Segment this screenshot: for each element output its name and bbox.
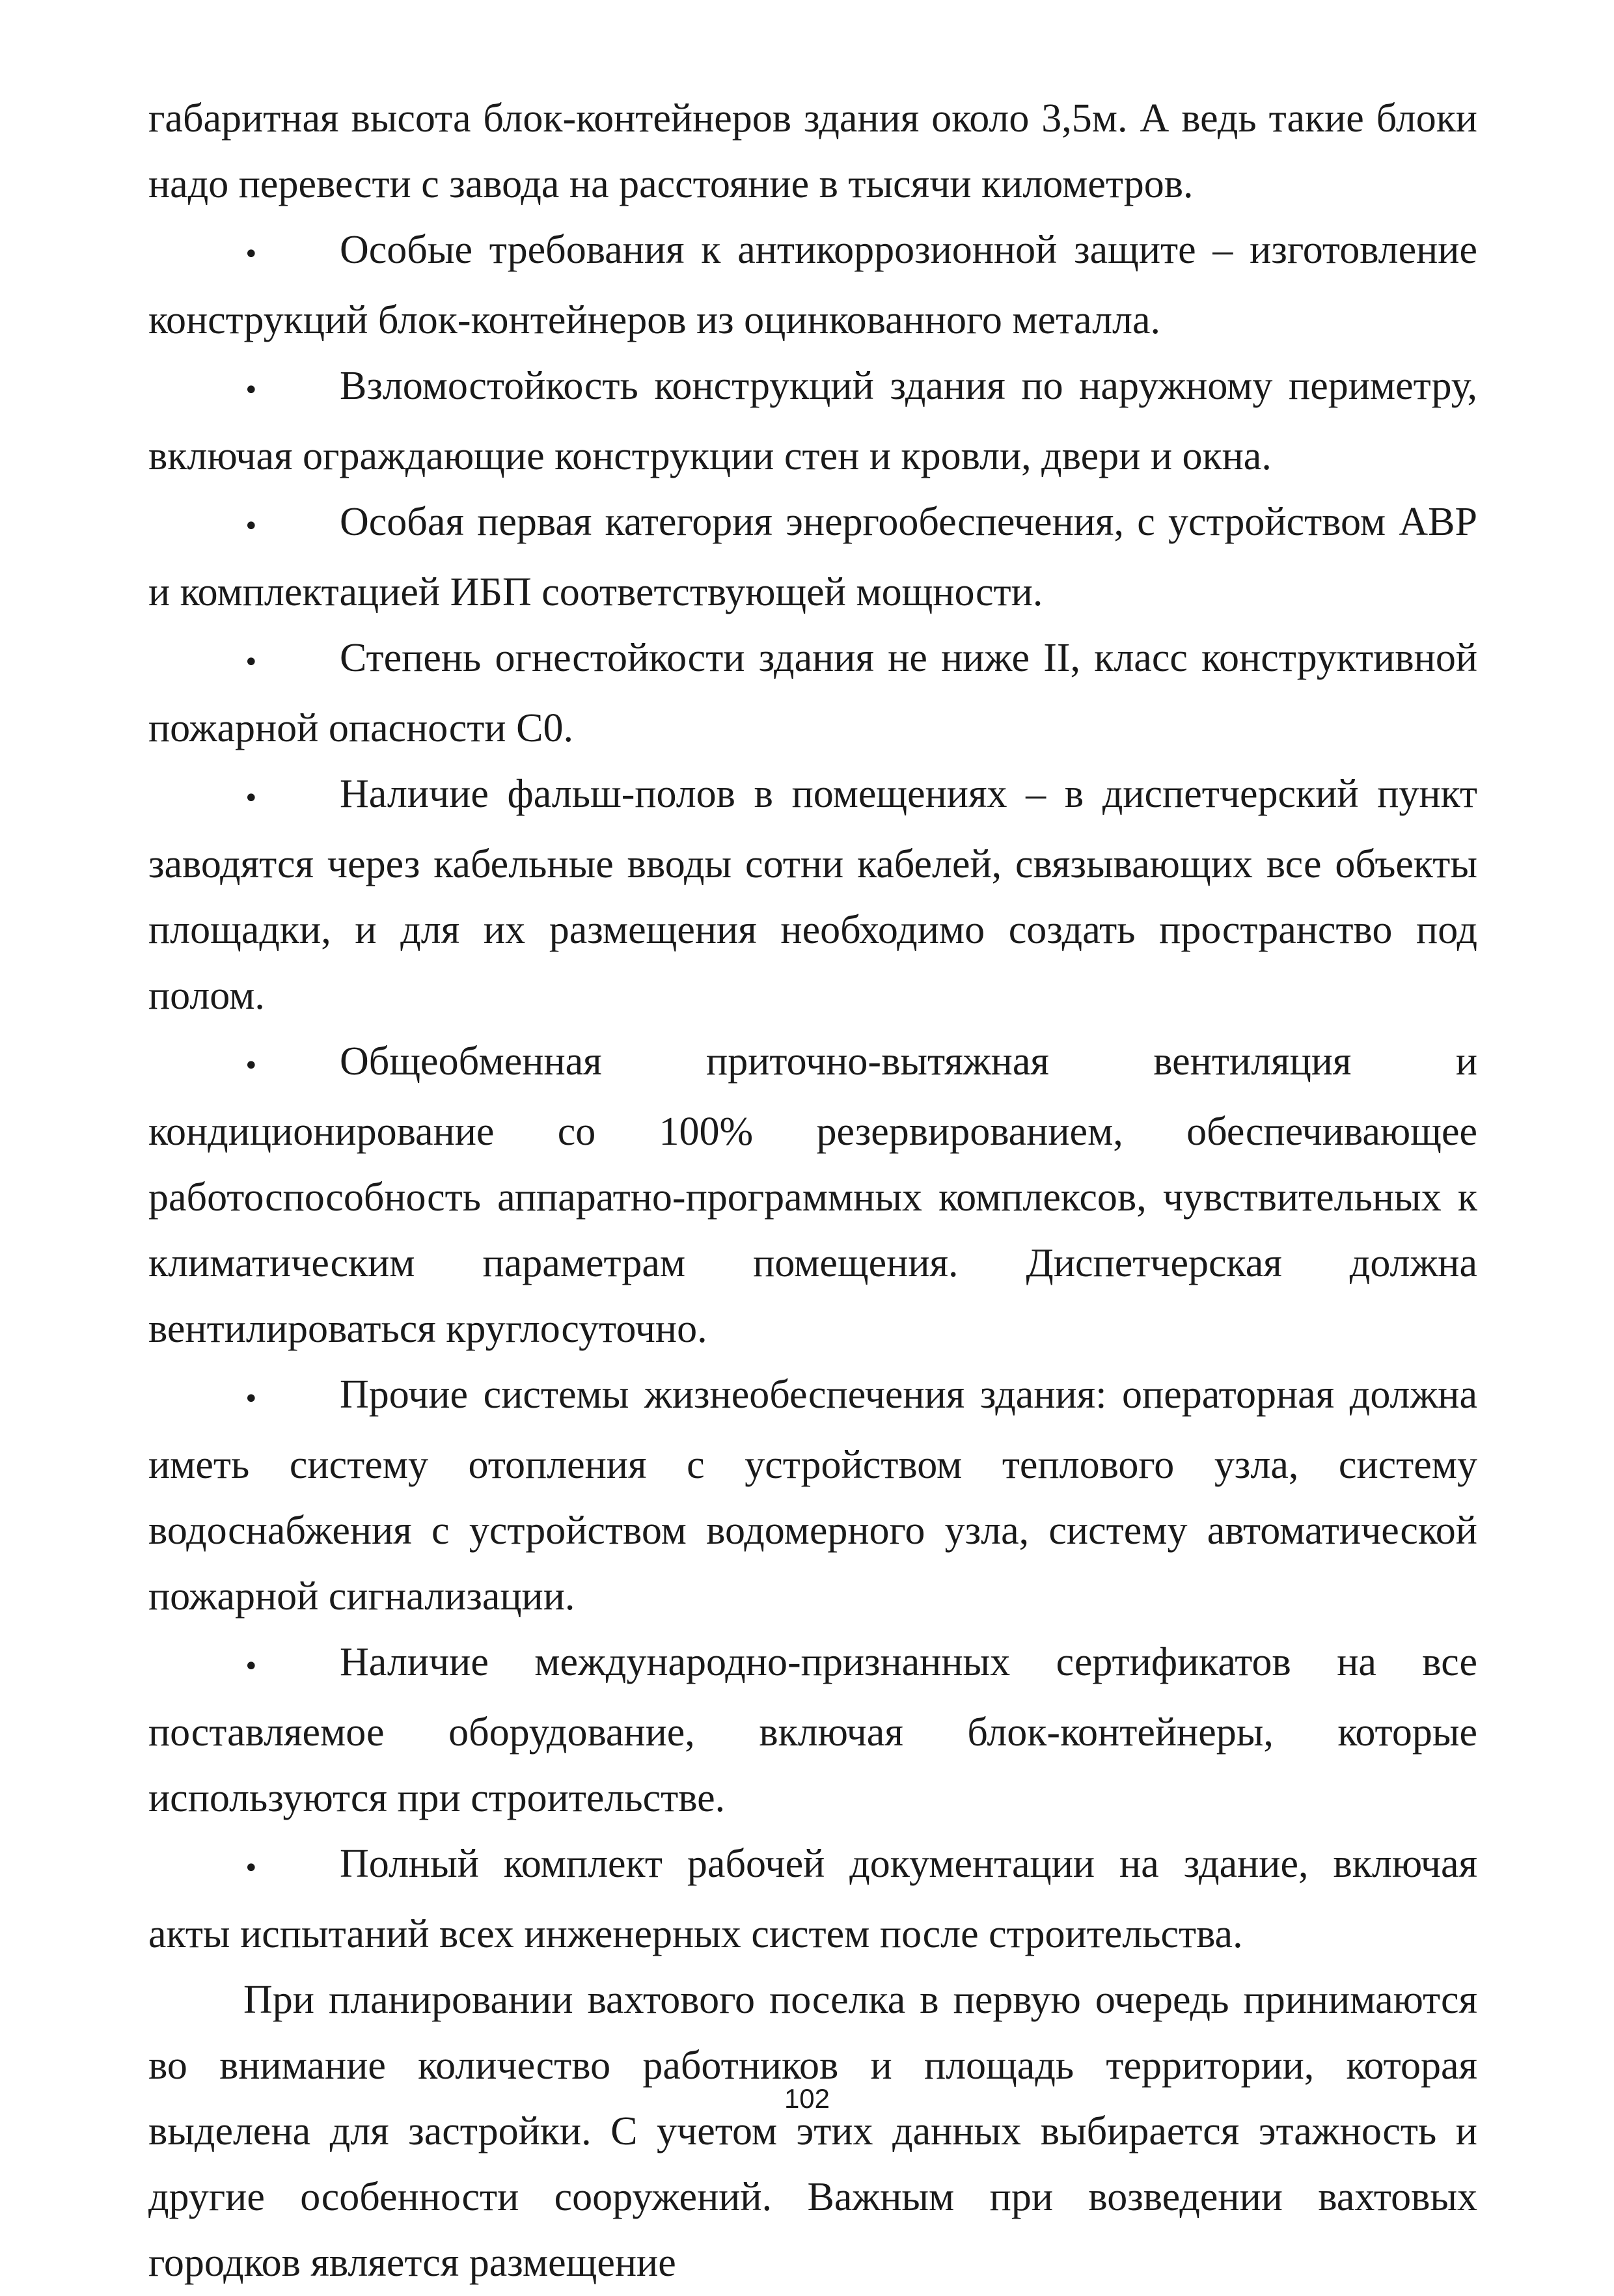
intro-paragraph: габаритная высота блок-контейнеров здания около 3,5м. А ведь такие блоки надо перевести с завода на расстояние в тысячи километров. <box>148 96 1477 206</box>
bullet-item <box>148 1630 1477 1831</box>
page-number: 102 <box>784 2083 830 2114</box>
bullet-item <box>148 1831 1477 1967</box>
bullet-item <box>148 217 1477 353</box>
bullet-text: Особая первая категория энергообеспечения, с устройством АВР и комплектацией ИБП соответствующей мощности. <box>148 500 1477 614</box>
bullet-icon: • <box>243 1652 259 1682</box>
bullet-text: Взломостойкость конструкций здания по наружному периметру, включая ограждающие конструкции стен и кровли, двери и окна. <box>148 364 1477 478</box>
bullet-icon: • <box>243 1051 259 1081</box>
bullet-text: Особые требования к антикоррозионной защите – изготовление конструкций блок-контейнеров из оцинкованного металла. <box>148 228 1477 342</box>
body-text <box>148 86 1477 2296</box>
bullet-text: Общеобменная приточно-вытяжная вентиляция и кондиционирование со 100% резервированием, обеспечивающее работоспособность аппаратно-программных комплексов, чувствительных к климатическим параметрам помещения. Диспетчерская должна вентилироваться круглосуточно. <box>148 1039 1477 1351</box>
bullet-icon: • <box>243 376 259 405</box>
bullet-text: Полный комплект рабочей документации на здание, включая акты испытаний всех инженерных систем после строительства. <box>148 1842 1477 1956</box>
bullet-icon: • <box>243 1384 259 1414</box>
bullet-item <box>148 1029 1477 1362</box>
bullet-item <box>148 353 1477 489</box>
bullet-icon: • <box>243 784 259 813</box>
bullet-item <box>148 625 1477 761</box>
bullet-text: Степень огнестойкости здания не ниже II, класс конструктивной пожарной опасности С0. <box>148 636 1477 750</box>
bullet-icon: • <box>243 648 259 677</box>
bullet-icon: • <box>243 512 259 541</box>
bullet-text: Прочие системы жизнеобеспечения здания: операторная должна иметь систему отопления с устройством теплового узла, систему водоснабжения с устройством водомерного узла, систему автоматической пожарной сигнализации. <box>148 1373 1477 1619</box>
bullet-icon: • <box>243 239 259 269</box>
bullet-list <box>148 217 1477 1967</box>
bullet-icon: • <box>243 1853 259 1883</box>
bullet-item <box>148 1362 1477 1630</box>
closing-paragraph: При планировании вахтового поселка в первую очередь принимаются во внимание количество работников и площадь территории, которая выделена для застройки. С учетом этих данных выбирается этажность и другие особенности сооружений. Важным при возведении вахтовых городков является размещение <box>148 1978 1477 2285</box>
bullet-item <box>148 761 1477 1029</box>
bullet-item <box>148 489 1477 625</box>
bullet-text: Наличие международно-признанных сертификатов на все поставляемое оборудование, включая блок-контейнеры, которые используются при строительстве. <box>148 1640 1477 1820</box>
bullet-text: Наличие фальш-полов в помещениях – в диспетчерский пункт заводятся через кабельные вводы сотни кабелей, связывающих все объекты площадки, и для их размещения необходимо создать пространство под полом. <box>148 772 1477 1018</box>
